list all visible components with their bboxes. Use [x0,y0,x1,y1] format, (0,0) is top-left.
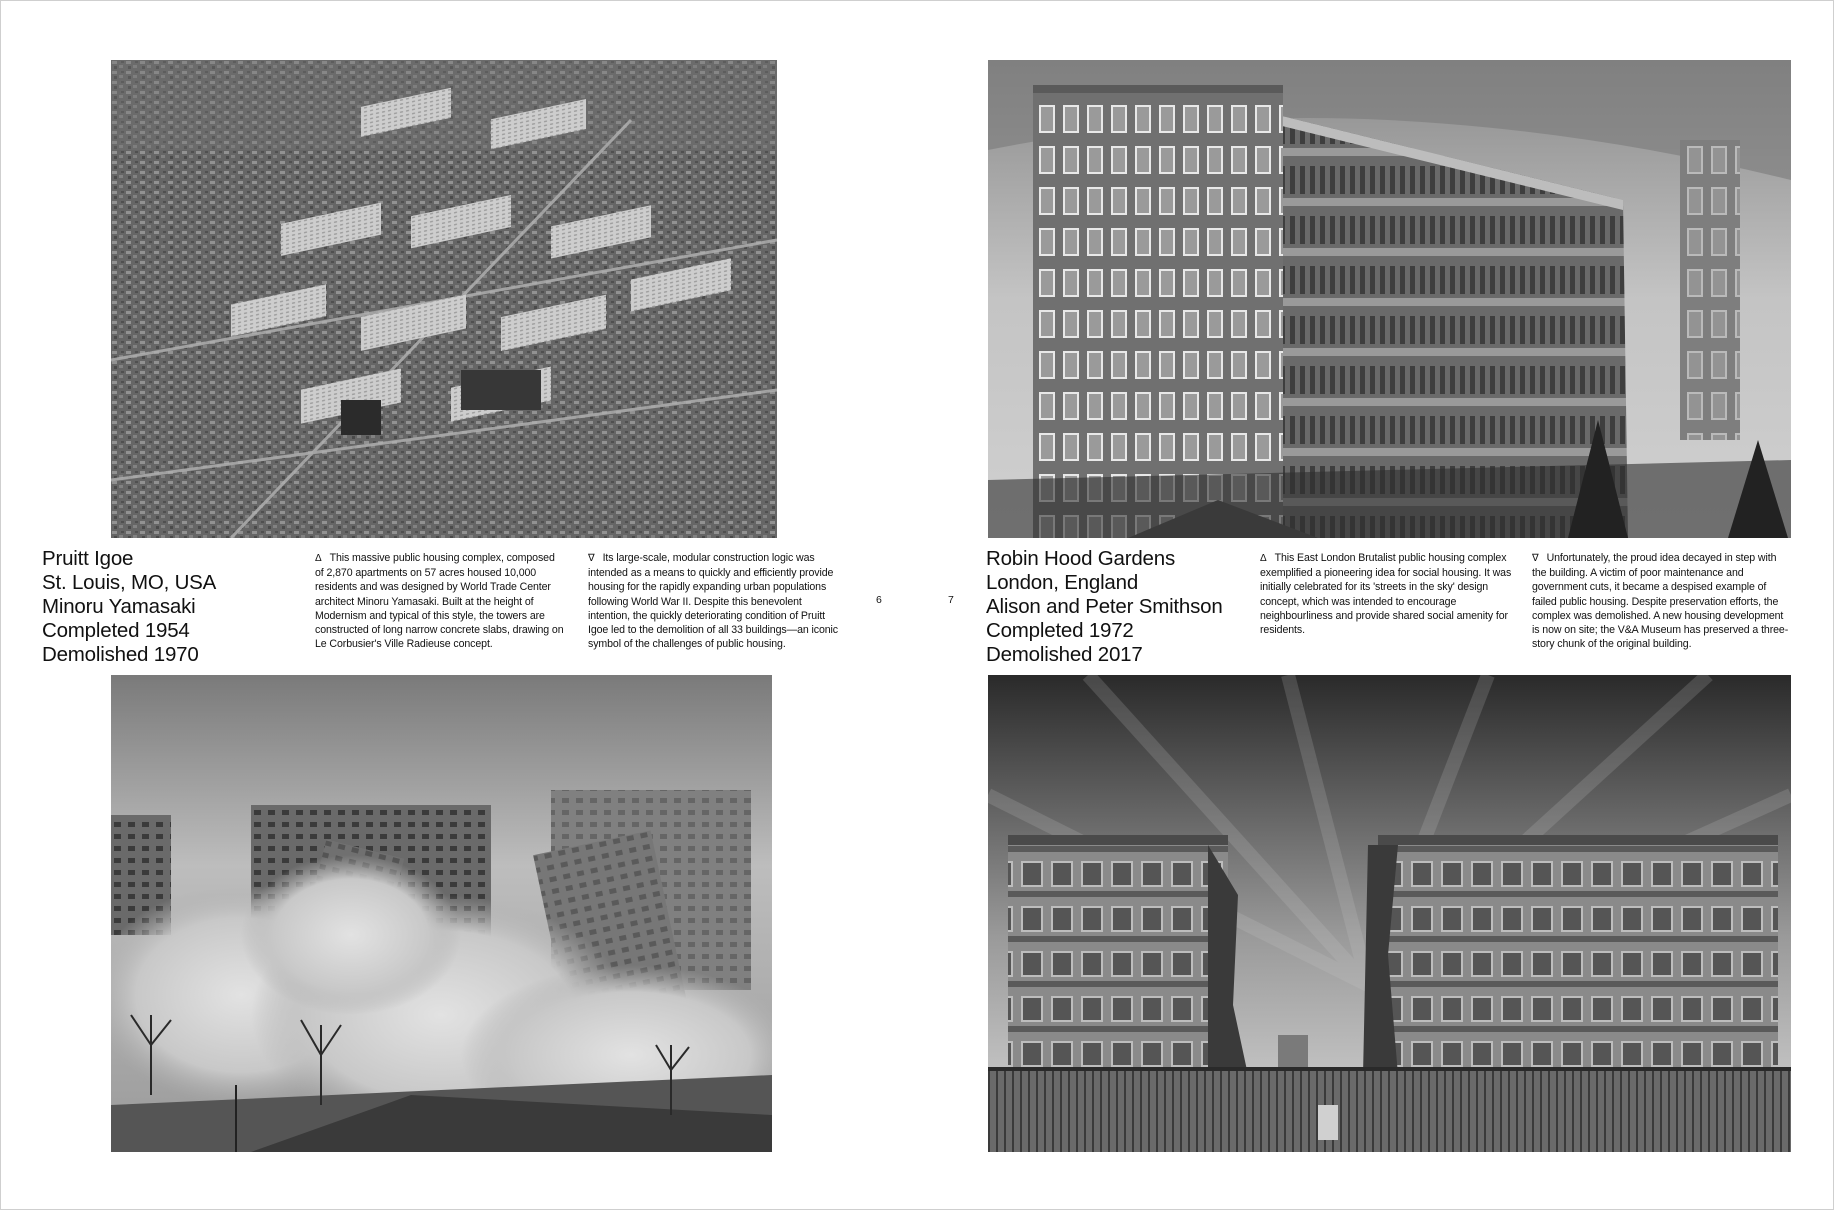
page-number-right: 7 [948,594,954,606]
pruitt-igoe-title-block [42,547,282,667]
down-triangle-icon: ∇ [588,553,595,564]
robin-hood-gardens-photo [988,60,1791,538]
up-triangle-icon: Δ [315,553,322,564]
title-line: Completed 1954 [42,619,190,642]
caption-text: Its large-scale, modular construction logic was intended as a means to quickly and efficiently provide housing for the rapidly expanding urban populations following World War II. Despite this benevolent intention, the quickly deteriorating condition of Pruitt Igoe led to the demolition of all 33 buildings—an iconic symbol of the challenges of public housing. [588,552,838,651]
title-line: Demolished 1970 [42,643,199,666]
title-line: Minoru Yamasaki [42,595,196,618]
title-line: Robin Hood Gardens [986,547,1175,570]
pruitt-igoe-aerial-photo [111,60,777,538]
caption-text: This East London Brutalist public housing complex exemplified a pioneering idea for social housing. It was initially celebrated for its 'streets in the sky' design concept, which was intended to encourage neighbourliness and provide shared social amenity for residents. [1260,552,1512,637]
pruitt-igoe-demolition-photo [111,675,772,1152]
caption-text: This massive public housing complex, composed of 2,870 apartments on 57 acres housed 10,000 residents and was designed by World Trade Center architect Minoru Yamasaki. Built at the height of Modernism and typical of this style, the towers are constructed of long narrow concrete slabs, drawing on Le Corbusier's Ville Radieuse concept. [315,552,564,651]
page-number-left: 6 [876,594,882,606]
title-line: London, England [986,571,1139,594]
title-line: Alison and Peter Smithson [986,595,1223,618]
pruitt-igoe-caption-2 [588,551,843,651]
down-triangle-icon: ∇ [1532,553,1539,564]
title-line: Demolished 2017 [986,643,1143,666]
up-triangle-icon: Δ [1260,553,1267,564]
robin-hood-gardens-caption-1 [1260,551,1522,637]
title-line: Completed 1972 [986,619,1134,642]
title-line: Pruitt Igoe [42,547,134,570]
robin-hood-gardens-caption-2 [1532,551,1792,651]
pruitt-igoe-caption-1 [315,551,565,651]
robin-hood-gardens-demolition-photo [988,675,1791,1152]
robin-hood-gardens-title-block [986,547,1246,667]
title-line: St. Louis, MO, USA [42,571,217,594]
caption-text: Unfortunately, the proud idea decayed in step with the building. A victim of poor maintenance and government cuts, it became a despised example of failed public housing. Despite preservation efforts, the complex was demolished. A new housing development is now on site; the V&A Museum has preserved a three-story chunk of the original building. [1532,552,1789,651]
